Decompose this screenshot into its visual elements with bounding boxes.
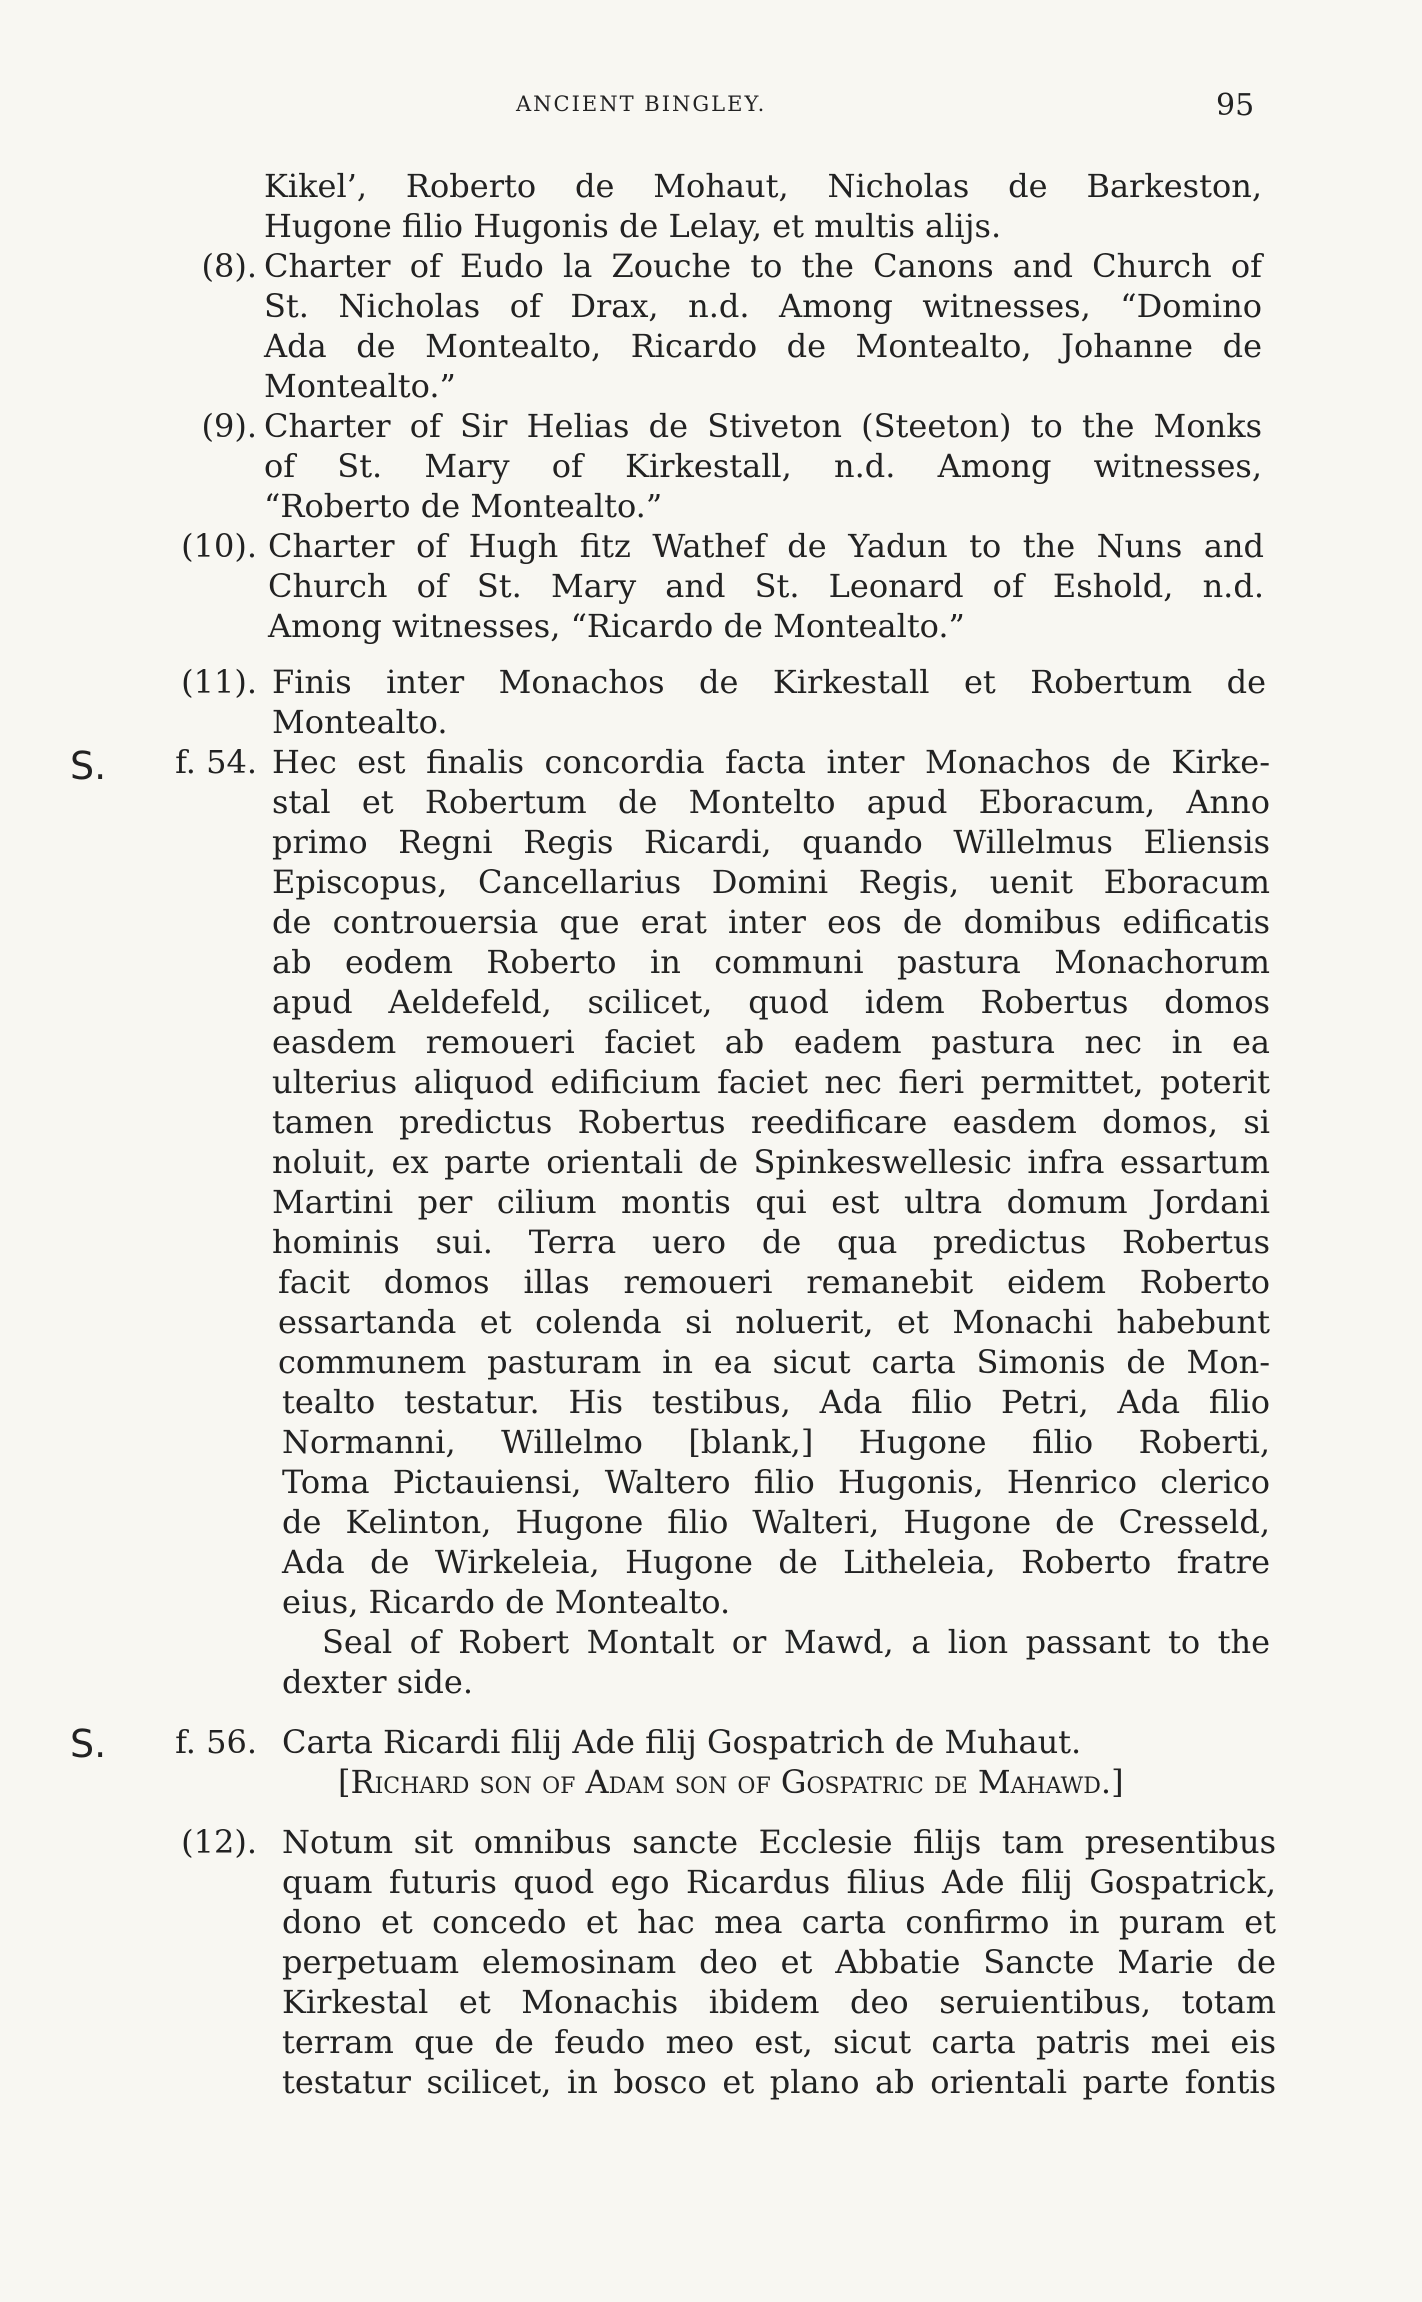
- text-line: dexter side.: [282, 1663, 473, 1701]
- text-line: primo Regni Regis Ricardi, quando Willelmus Eliensis: [272, 823, 1270, 861]
- folio-label: f. 56.: [175, 1723, 257, 1761]
- entry-label: (8).: [201, 247, 257, 285]
- text-line: dono et concedo et hac mea carta confirmo in puram et: [282, 1903, 1276, 1941]
- text-line: tamen predictus Robertus reedificare easdem domos, si: [272, 1103, 1270, 1141]
- entry-8: (8). Charter of Eudo la Zouche to the Canons and Church of: [201, 247, 1262, 285]
- text-line: Toma Pictauiensi, Waltero filio Hugonis, Henrico clerico: [282, 1463, 1270, 1501]
- text-line: ab eodem Roberto in communi pastura Monachorum: [272, 943, 1270, 981]
- text-line: noluit, ex parte orientali de Spinkeswellesic infra essartum: [272, 1143, 1270, 1181]
- entry-label: (9).: [201, 407, 257, 445]
- text-line: Church of St. Mary and St. Leonard of Eshold, n.d.: [268, 567, 1264, 605]
- entry-f56: f. 56. Carta Ricardi filij Ade filij Gospatrich de Muhaut.: [175, 1723, 1082, 1761]
- text-line: eius, Ricardo de Montealto.: [282, 1583, 731, 1621]
- text-line: hominis sui. Terra uero de qua predictus Robertus: [272, 1223, 1270, 1261]
- text-line: quam futuris quod ego Ricardus filius Ade filij Gospatrick,: [282, 1863, 1276, 1901]
- text-line: Kirkestal et Monachis ibidem deo seruientibus, totam: [282, 1983, 1276, 2021]
- text-line: Episcopus, Cancellarius Domini Regis, uenit Eboracum: [272, 863, 1270, 901]
- text-line: “Roberto de Montealto.”: [264, 487, 663, 525]
- text-line: tealto testatur. His testibus, Ada filio Petri, Ada filio: [282, 1383, 1270, 1421]
- entry-10: (10). Charter of Hugh fitz Wathef de Yadun to the Nuns and: [181, 527, 1264, 565]
- running-title: ANCIENT BINGLEY.: [516, 92, 767, 116]
- text-line: Montealto.”: [264, 367, 456, 405]
- text-line: Martini per cilium montis qui est ultra domum Jordani: [272, 1183, 1270, 1221]
- text-line: de Kelinton, Hugone filio Walteri, Hugone de Cresseld,: [282, 1503, 1270, 1541]
- entry-label: (10).: [181, 527, 257, 565]
- folio-label: f. 54.: [175, 743, 257, 781]
- text-line: ulterius aliquod edificium faciet nec fieri permittet, poterit: [272, 1063, 1270, 1101]
- text-line: facit domos illas remoueri remanebit eidem Roberto: [278, 1263, 1270, 1301]
- text-line: de controuersia que erat inter eos de domibus edificatis: [272, 903, 1270, 941]
- entry-12: (12). Notum sit omnibus sancte Ecclesie filijs tam presentibus: [181, 1823, 1276, 1861]
- text-line: easdem remoueri faciet ab eadem pastura nec in ea: [272, 1023, 1270, 1061]
- entry-label: (12).: [181, 1823, 257, 1861]
- margin-mark-s: S.: [70, 1722, 107, 1766]
- text-line: Hugone filio Hugonis de Lelay, et multis alijs.: [264, 207, 1002, 245]
- text-line: St. Nicholas of Drax, n.d. Among witnesses, “Domino: [264, 287, 1262, 325]
- text-line: Ada de Montealto, Ricardo de Montealto, Johanne de: [264, 327, 1262, 365]
- text-line: Montealto.: [272, 703, 448, 741]
- text-line: stal et Robertum de Montelto apud Eboracum, Anno: [272, 783, 1270, 821]
- translation-line: [Richard son of Adam son of Gospatric de Mahawd.]: [338, 1763, 1124, 1801]
- text-line: testatur scilicet, in bosco et plano ab orientali parte fontis: [282, 2063, 1276, 2101]
- text-line: Normanni, Willelmo [blank,] Hugone filio Roberti,: [282, 1423, 1270, 1461]
- entry-11: (11). Finis inter Monachos de Kirkestall et Robertum de: [181, 663, 1266, 701]
- page-number: 95: [1216, 88, 1255, 123]
- text-line: perpetuam elemosinam deo et Abbatie Sancte Marie de: [282, 1943, 1276, 1981]
- text-line: terram que de feudo meo est, sicut carta patris mei eis: [282, 2023, 1276, 2061]
- entry-label: (11).: [181, 663, 257, 701]
- text-line: essartanda et colenda si noluerit, et Monachi habebunt: [278, 1303, 1270, 1341]
- entry-9: (9). Charter of Sir Helias de Stiveton (Steeton) to the Monks: [201, 407, 1262, 445]
- text-line: communem pasturam in ea sicut carta Simonis de Mon-: [278, 1343, 1270, 1381]
- entry-f54: f. 54. Hec est finalis concordia facta inter Monachos de Kirke-: [175, 743, 1270, 781]
- margin-mark-s: S.: [70, 744, 107, 788]
- seal-note: Seal of Robert Montalt or Mawd, a lion passant to the: [322, 1623, 1270, 1661]
- running-header: [0, 88, 1422, 128]
- text-line: Ada de Wirkeleia, Hugone de Litheleia, Roberto fratre: [282, 1543, 1270, 1581]
- text-line: of St. Mary of Kirkestall, n.d. Among witnesses,: [264, 447, 1262, 485]
- text-line: Among witnesses, “Ricardo de Montealto.”: [268, 607, 965, 645]
- text-line: Kikel’, Roberto de Mohaut, Nicholas de Barkeston,: [264, 167, 1262, 205]
- text-line: apud Aeldefeld, scilicet, quod idem Robertus domos: [272, 983, 1270, 1021]
